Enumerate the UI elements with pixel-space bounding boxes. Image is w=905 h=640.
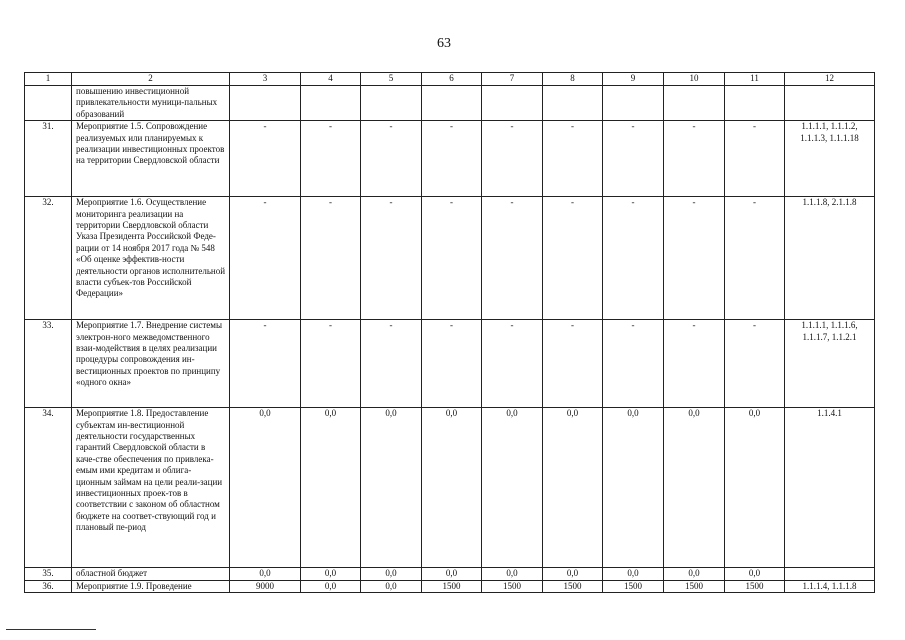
row-number: 34. [25,408,72,568]
value-cell: 1500 [664,580,725,592]
value-cell: - [482,121,543,197]
row-number: 36. [25,580,72,592]
value-cell: - [725,320,785,408]
value-cell: - [422,197,482,320]
value-cell: 0,0 [482,568,543,580]
header-cell: 5 [361,73,422,86]
value-cell: - [664,121,725,197]
value-cell [422,86,482,121]
row-description: Мероприятие 1.7. Внедрение системы электрон-ного межведомственного взаи-модействия в целях реализации процедуры сопровождения ин-вестиционных проектов по принципу «одного окна» [72,320,230,408]
header-cell: 4 [301,73,361,86]
footnote-rule [6,629,96,630]
table-row [25,408,875,568]
value-cell: 0,0 [361,408,422,568]
value-cell: 0,0 [543,408,603,568]
value-cell: - [422,320,482,408]
header-row [25,73,875,86]
value-cell [482,86,543,121]
header-cell: 7 [482,73,543,86]
table-row [25,580,875,592]
target-indicators [785,568,875,580]
value-cell: 1500 [422,580,482,592]
table-row [25,320,875,408]
table-row [25,197,875,320]
value-cell: - [725,121,785,197]
header-cell: 10 [664,73,725,86]
table-row [25,121,875,197]
target-indicators: 1.1.1.4, 1.1.1.8 [785,580,875,592]
header-cell: 6 [422,73,482,86]
value-cell: - [422,121,482,197]
row-description: Мероприятие 1.9. Проведение [72,580,230,592]
target-indicators: 1.1.4.1 [785,408,875,568]
value-cell: - [361,320,422,408]
page-number: 63 [437,36,451,51]
value-cell [725,86,785,121]
value-cell: - [603,121,664,197]
value-cell: - [482,197,543,320]
header-cell: 11 [725,73,785,86]
value-cell: - [230,320,301,408]
value-cell: - [482,320,543,408]
value-cell: - [603,197,664,320]
value-cell: - [301,197,361,320]
value-cell: - [543,121,603,197]
header-cell: 3 [230,73,301,86]
row-number [25,86,72,121]
value-cell: 0,0 [301,408,361,568]
value-cell: 0,0 [422,408,482,568]
target-indicators: 1.1.1.1, 1.1.1.2, 1.1.1.3, 1.1.1.18 [785,121,875,197]
value-cell: 0,0 [664,408,725,568]
value-cell: 0,0 [603,568,664,580]
header-cell: 9 [603,73,664,86]
value-cell [543,86,603,121]
value-cell: - [361,121,422,197]
row-number: 32. [25,197,72,320]
table-row [25,568,875,580]
header-cell: 1 [25,73,72,86]
row-number: 31. [25,121,72,197]
value-cell [603,86,664,121]
value-cell: 0,0 [301,568,361,580]
value-cell: - [361,197,422,320]
value-cell: - [230,197,301,320]
value-cell: 0,0 [361,568,422,580]
value-cell: - [543,320,603,408]
target-indicators: 1.1.1.1, 1.1.1.6, 1.1.1.7, 1.1.2.1 [785,320,875,408]
value-cell: 0,0 [422,568,482,580]
value-cell: 1500 [543,580,603,592]
value-cell: 0,0 [543,568,603,580]
table-row [25,86,875,121]
row-description: Мероприятие 1.8. Предоставление субъектам ин-вестиционной деятельности государственных гарантий Свердловской области в каче-стве обеспечения по привлека-емым ими кредитам и облига-ционным займам на цели реали-зации инвестиционных проек-тов в соответствии с законом об областном бюджете на соответ-ствующий год и плановый пе-риод [72,408,230,568]
value-cell: 0,0 [230,568,301,580]
value-cell: - [664,197,725,320]
target-indicators: 1.1.1.8, 2.1.1.8 [785,197,875,320]
row-description: областной бюджет [72,568,230,580]
row-description: Мероприятие 1.6. Осуществление мониторинга реализации на территории Свердловской области Указа Президента Российской Феде-рации от 14 ноября 2017 года № 548 «Об оценке эффектив-ности деятельности органов исполнительной власти субъек-тов Российской Федерации» [72,197,230,320]
value-cell [664,86,725,121]
value-cell: 0,0 [230,408,301,568]
value-cell [361,86,422,121]
value-cell: 0,0 [725,408,785,568]
value-cell: 0,0 [725,568,785,580]
row-number: 33. [25,320,72,408]
value-cell: - [301,320,361,408]
value-cell: 1500 [725,580,785,592]
program-table [24,72,875,593]
value-cell: 1500 [603,580,664,592]
value-cell [230,86,301,121]
header-cell: 2 [72,73,230,86]
value-cell: - [664,320,725,408]
value-cell: 0,0 [603,408,664,568]
row-number: 35. [25,568,72,580]
value-cell: 0,0 [482,408,543,568]
value-cell: 9000 [230,580,301,592]
value-cell: - [725,197,785,320]
header-cell: 12 [785,73,875,86]
value-cell [301,86,361,121]
row-description: Мероприятие 1.5. Сопровождение реализуемых или планируемых к реализации инвестиционных проектов на территории Свердловской области [72,121,230,197]
value-cell: - [603,320,664,408]
value-cell: 0,0 [361,580,422,592]
header-cell: 8 [543,73,603,86]
value-cell: 0,0 [664,568,725,580]
target-indicators [785,86,875,121]
value-cell: - [543,197,603,320]
value-cell: 1500 [482,580,543,592]
value-cell: - [301,121,361,197]
value-cell: - [230,121,301,197]
row-description: повышению инвестиционной привлекательности муници-пальных образований [72,86,230,121]
value-cell: 0,0 [301,580,361,592]
